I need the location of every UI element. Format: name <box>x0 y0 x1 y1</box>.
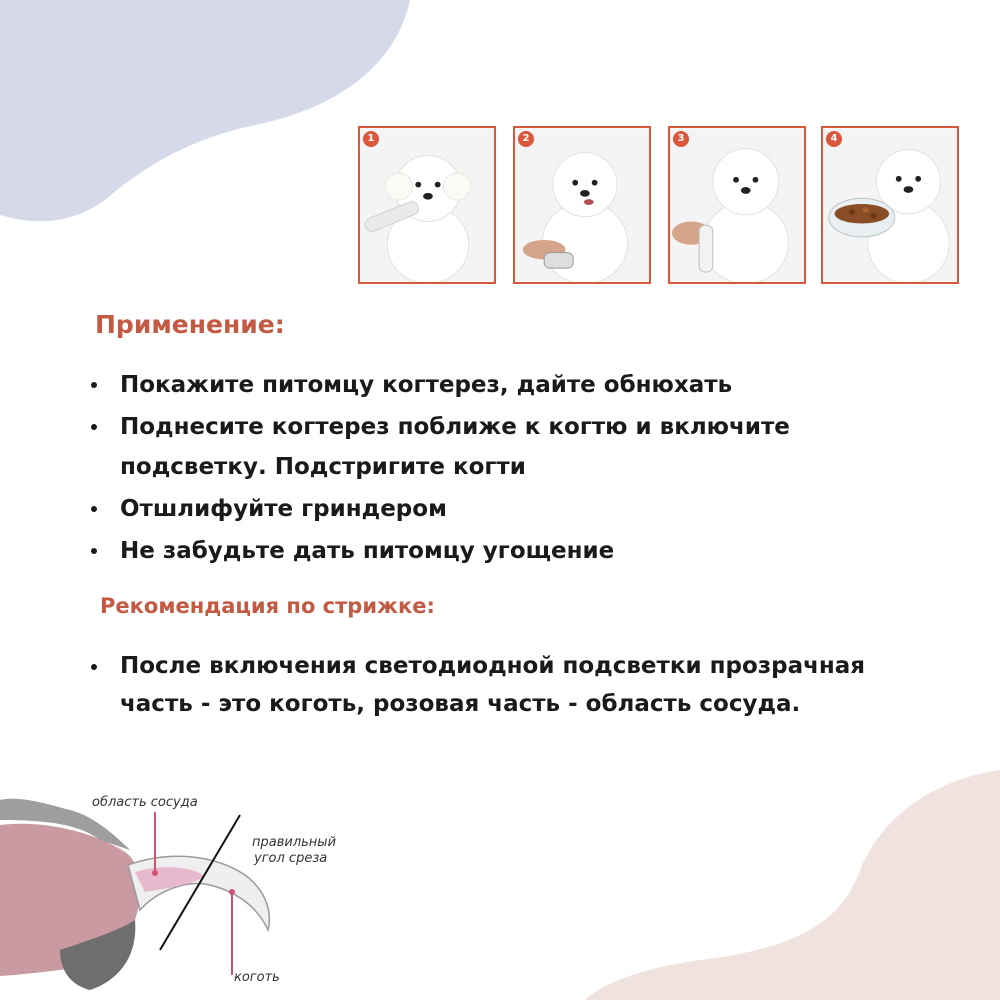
claw-illustration <box>0 780 400 1000</box>
list-item-text: Покажите питомцу когтерез, дайте обнюхать <box>120 372 733 398</box>
claw-shape <box>128 856 269 930</box>
step-number: 1 <box>363 131 379 147</box>
bullet-icon <box>91 548 97 554</box>
top-left-blob <box>0 0 410 221</box>
step-photo-1 <box>358 126 496 284</box>
step-photo-3 <box>668 126 806 284</box>
vessel-label: область сосуда <box>92 795 198 810</box>
bottom-right-blob <box>585 770 1000 1000</box>
bullet-icon <box>91 424 97 430</box>
step-number: 3 <box>673 131 689 147</box>
dog-grinder-illustration <box>670 128 804 282</box>
dog-with-light-illustration <box>360 128 494 282</box>
angle-label-line1: правильный <box>252 835 337 850</box>
claw-label: коготь <box>234 970 280 985</box>
list-item-text: Поднесите когтерез поближе к когтю и включите подсветку. Подстригите когти <box>120 414 790 480</box>
step-photo-2 <box>513 126 651 284</box>
recommendation-list <box>84 647 884 723</box>
angle-label-line2: угол среза <box>254 851 328 866</box>
usage-heading: Применение: <box>95 310 285 339</box>
bullet-icon <box>91 506 97 512</box>
usage-list <box>84 365 914 573</box>
claw-diagram <box>0 780 400 1000</box>
bullet-icon <box>91 382 97 388</box>
list-item <box>84 489 914 529</box>
step-number: 4 <box>826 131 842 147</box>
step-number: 2 <box>518 131 534 147</box>
list-item <box>84 647 884 723</box>
list-item-text: Не забудьте дать питомцу угощение <box>120 538 615 564</box>
list-item-text: Отшлифуйте гриндером <box>120 496 447 522</box>
list-item <box>84 531 914 571</box>
dog-treat-illustration <box>823 128 957 282</box>
list-item <box>84 365 914 405</box>
recommendation-heading: Рекомендация по стрижке: <box>100 594 435 618</box>
bullet-icon <box>91 664 97 670</box>
list-item-text: После включения светодиодной подсветки прозрачная часть - это коготь, розовая часть - область сосуда. <box>120 653 866 717</box>
dog-nail-clipping-illustration <box>515 128 649 282</box>
step-photo-4 <box>821 126 959 284</box>
list-item <box>84 407 914 487</box>
